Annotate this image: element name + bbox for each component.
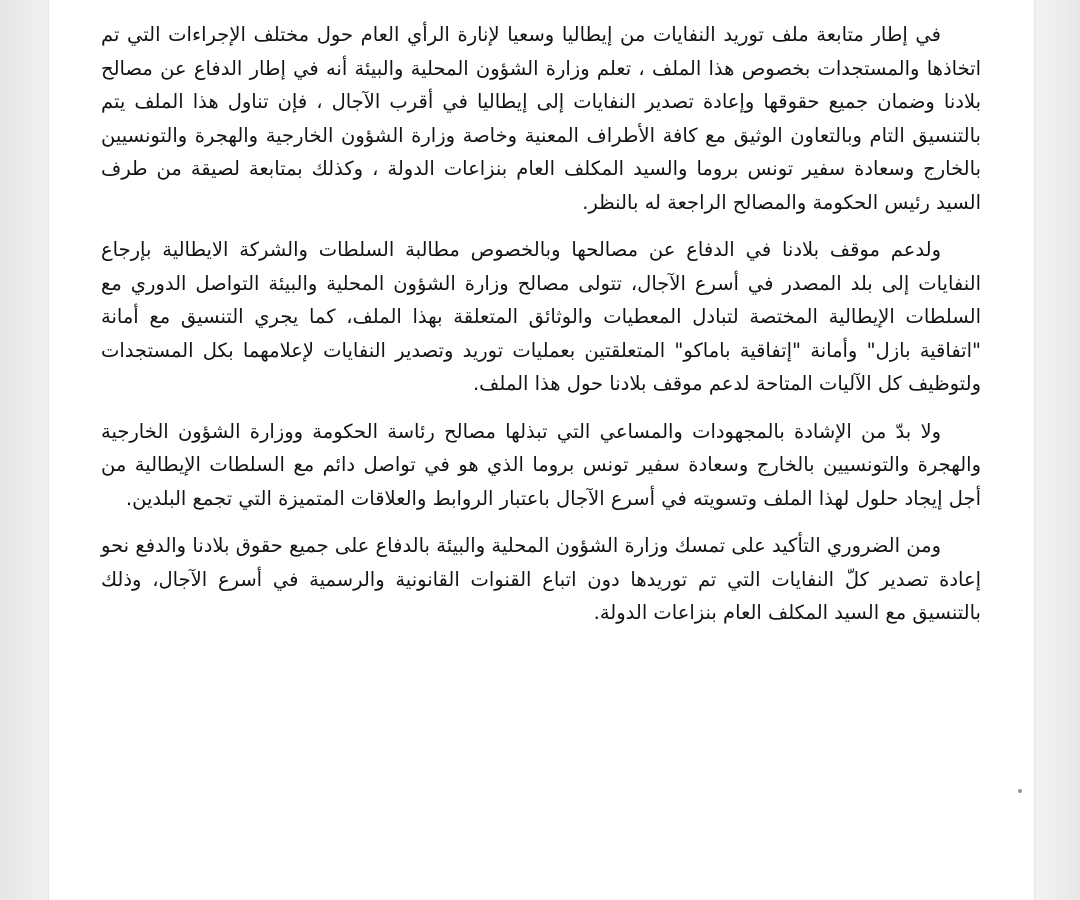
left-page-edge — [0, 0, 49, 900]
paragraph-4: ومن الضروري التأكيد على تمسك وزارة الشؤون المحلية والبيئة بالدفاع على جميع حقوق بلادنا والدفع نحو إعادة تصدير كلّ النفايات التي تم توريدها دون اتباع القنوات القانونية والرسمية في أسرع الآجال، وذلك بالتنسيق مع السيد المكلف العام بنزاعات الدولة. — [101, 534, 981, 624]
paragraph-3: ولا بدّ من الإشادة بالمجهودات والمساعي التي تبذلها مصالح رئاسة الحكومة ووزارة الشؤون الخارجية والهجرة والتونسيين بالخارج وسعادة سفير تونس بروما الذي هو في تواصل دائم مع السلطات الإيطالية من أجل إيجاد حلول لهذا الملف وتسويته في أسرع الآجال باعتبار الروابط والعلاقات المتميزة التي تجمع البلدين. — [101, 419, 981, 510]
scan-speck — [1018, 789, 1022, 793]
document-body — [101, 18, 981, 644]
paragraph-1: في إطار متابعة ملف توريد النفايات من إيطاليا وسعيا لإنارة الرأي العام حول مختلف الإجراءات التي تم اتخاذها والمستجدات بخصوص هذا الملف ، تعلم وزارة الشؤون المحلية والبيئة أنه في إطار الدفاع عن مصالح بلادنا وضمان جميع حقوقها وإعادة تصدير النفايات إلى إيطاليا في أقرب الآجال ، فإن تناول هذا الملف يتم بالتنسيق التام وبالتعاون الوثيق مع كافة الأطراف المعنية وخاصة وزارة الشؤون الخارجية والهجرة والتونسيين بالخارج وسعادة سفير تونس بروما والسيد المكلف العام بنزاعات الدولة ، وكذلك بمتابعة لصيقة من طرف السيد رئيس الحكومة والمصالح الراجعة له بالنظر. — [101, 23, 981, 214]
right-page-edge — [1034, 0, 1080, 900]
paragraph-2: ولدعم موقف بلادنا في الدفاع عن مصالحها وبالخصوص مطالبة السلطات والشركة الايطالية بإرجاع النفايات إلى بلد المصدر في أسرع الآجال، تتولى مصالح وزارة الشؤون المحلية والبيئة التواصل الدوري مع السلطات الإيطالية المختصة لتبادل المعطيات والوثائق المتعلقة بهذا الملف، كما يجري التنسيق مع أمانة "اتفاقية بازل" وأمانة "إتفاقية باماكو" المتعلقتين بعمليات توريد وتصدير النفايات لإعلامهما بكل المستجدات ولتوظيف كل الآليات المتاحة لدعم موقف بلادنا حول هذا الملف. — [101, 238, 981, 395]
document-page — [49, 0, 1034, 900]
